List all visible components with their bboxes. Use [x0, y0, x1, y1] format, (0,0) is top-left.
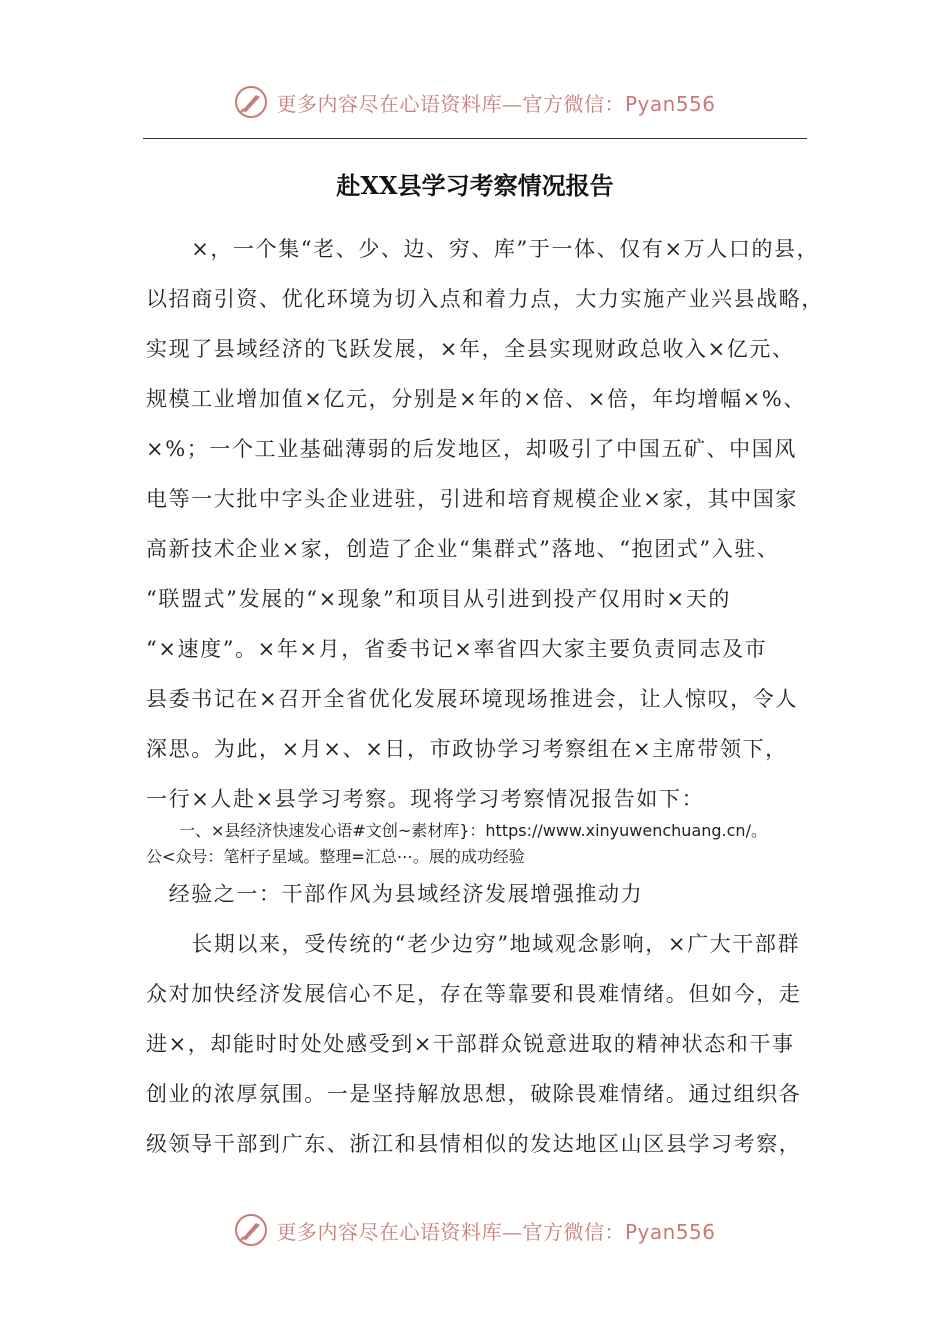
quill-logo-icon — [234, 85, 268, 119]
text-line: 规模工业增加值×亿元，分别是×年的×倍、×倍，年均增幅×%、 — [146, 387, 806, 411]
quill-logo-icon — [234, 1213, 268, 1247]
text-line: 深思。为此，×月×、×日，市政协学习考察组在×主席带领下， — [146, 737, 788, 761]
subheading-line: 经验之一：干部作风为县域经济发展增强推动力 — [146, 882, 644, 906]
text-line: 实现了县域经济的飞跃发展，×年，全县实现财政总收入×亿元、 — [146, 337, 795, 361]
text-line: 级领导干部到广东、浙江和县情相似的发达地区山区县学习考察， — [146, 1132, 802, 1156]
text-line: 以招商引资、优化环境为切入点和着力点，大力实施产业兴县战略， — [146, 287, 824, 311]
text-line: 县委书记在×召开全省优化发展环境现场推进会，让人惊叹，令人 — [146, 687, 798, 711]
text-line: 长期以来，受传统的“老少边穷”地域观念影响，×广大干部群 — [146, 932, 801, 956]
text-line: “联盟式”发展的“×现象”和项目从引进到投产仅用时×天的 — [146, 587, 731, 611]
intro-paragraph — [146, 224, 824, 824]
section-heading-block — [146, 818, 812, 870]
section-heading-line: 公<众号：笔杆子星域。整理=汇总⋯。展的成功经验 — [146, 847, 525, 866]
text-line: 创业的浓厚氛围。一是坚持解放思想，破除畏难情绪。通过组织各 — [146, 1082, 802, 1106]
section-paragraph — [146, 869, 812, 1169]
text-line: 一行×人赴×县学习考察。现将学习考察情况报告如下： — [146, 787, 705, 811]
text-line: 电等一大批中字头企业进驻，引进和培育规模企业×家，其中国家 — [146, 487, 798, 511]
text-line: 高新技术企业×家，创造了企业“集群式”落地、“抱团式”入驻、 — [146, 537, 780, 561]
watermark-text: 更多内容尽在心语资料库—官方微信：Pyan556 — [276, 91, 716, 116]
watermark-text: 更多内容尽在心语资料库—官方微信：Pyan556 — [276, 1219, 716, 1244]
watermark-footer — [0, 1210, 950, 1250]
text-line: ×，一个集“老、少、边、穷、库”于一体、仅有×万人口的县， — [146, 237, 820, 261]
watermark-handle: Pyan556 — [624, 91, 716, 116]
document-title: 赴XX县学习考察情况报告 — [336, 171, 614, 200]
watermark-header — [0, 82, 950, 122]
text-line: 进×，却能时时处处感受到×干部群众锐意进取的精神状态和干事 — [146, 1032, 795, 1056]
header-divider — [143, 138, 807, 139]
watermark-handle: Pyan556 — [624, 1219, 716, 1244]
text-line: 众对加快经济发展信心不足，存在等靠要和畏难情绪。但如今，走 — [146, 982, 802, 1006]
text-line: ×%；一个工业基础薄弱的后发地区，却吸引了中国五矿、中国风 — [146, 437, 797, 461]
text-line: “×速度”。×年×月，省委书记×率省四大家主要负责同志及市 — [146, 637, 768, 661]
section-heading-line: 一、×县经济快速发心语#文创~素材库}：https://www.xinyuwenchuang.cn/。 — [179, 821, 767, 840]
